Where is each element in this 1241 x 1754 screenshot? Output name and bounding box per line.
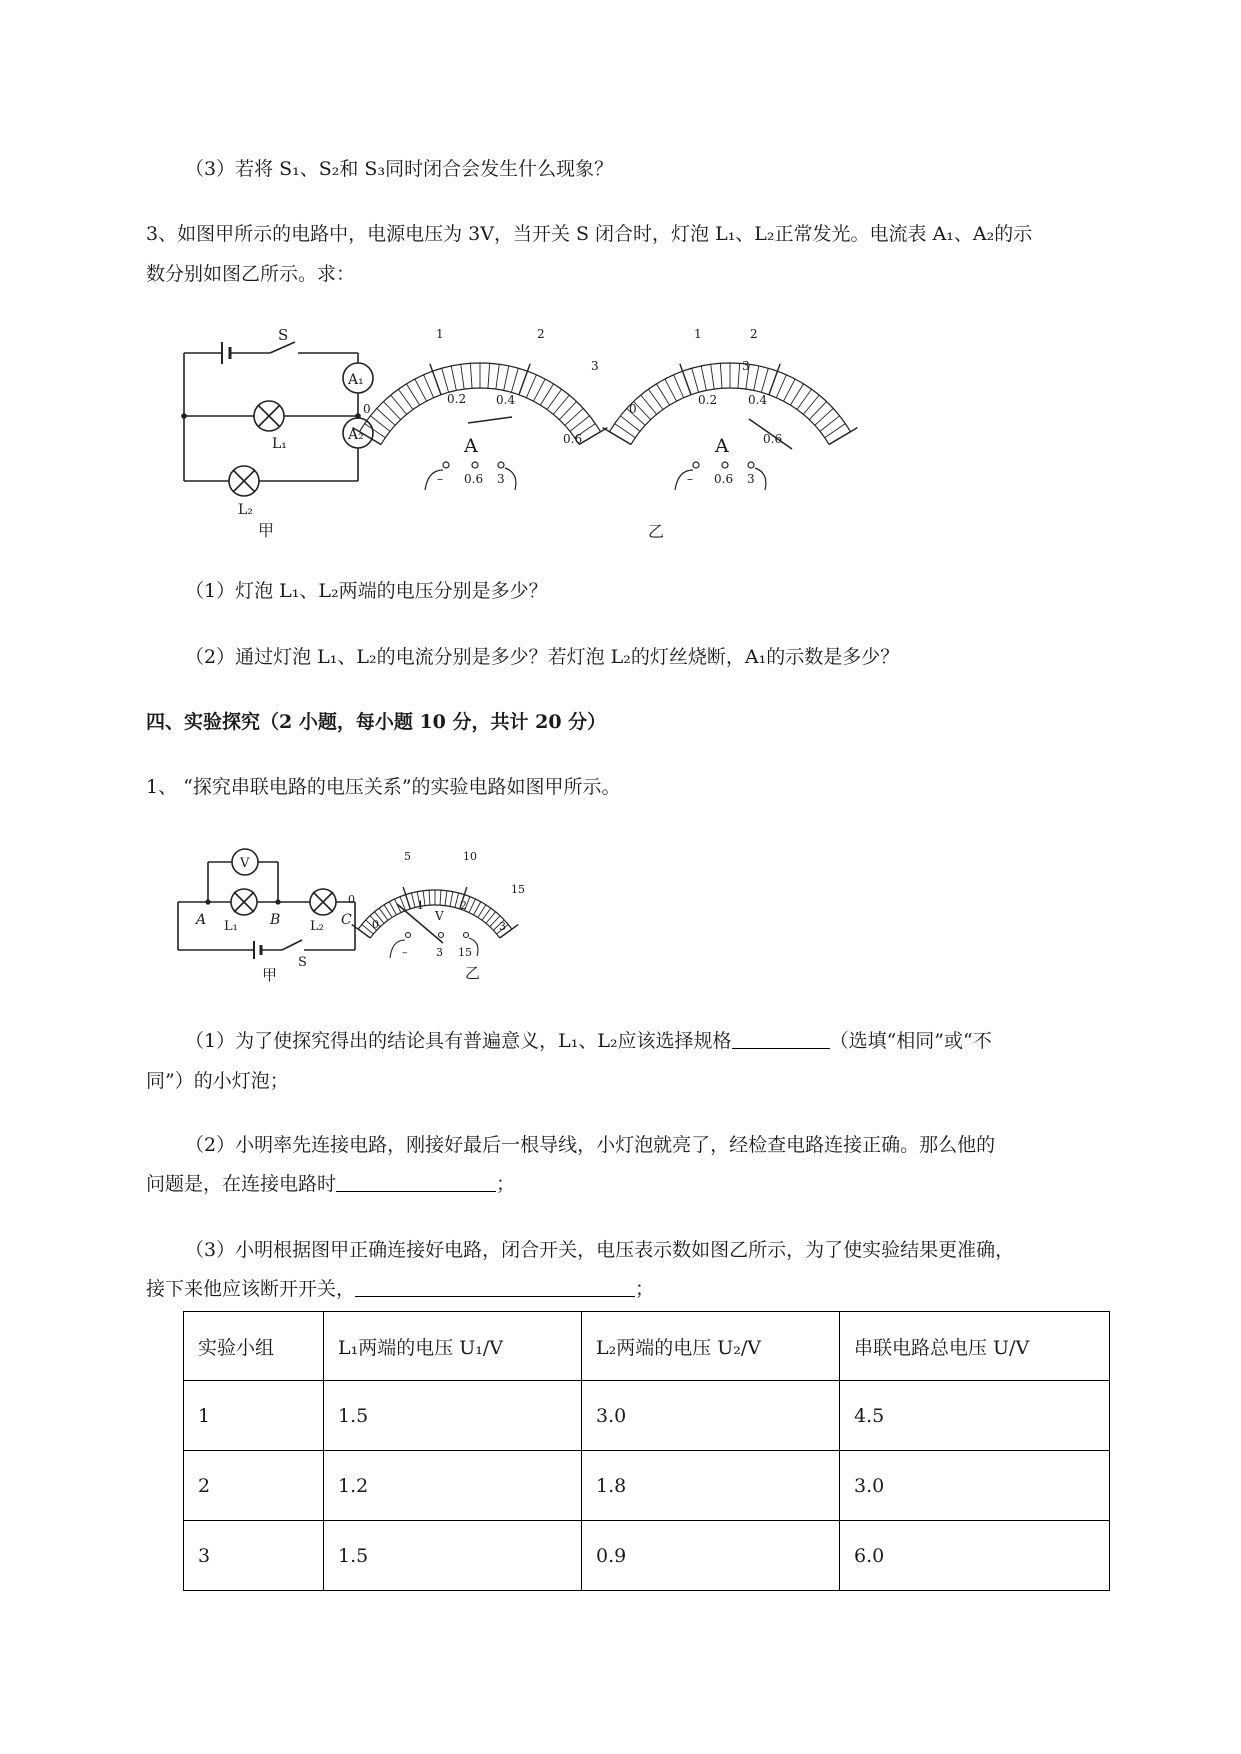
voltmeter-terminal-3: 3	[436, 946, 443, 959]
table-cell: 3.0	[582, 1381, 840, 1451]
bulb-l1-label: L₁	[272, 436, 287, 452]
exp1-q3-text-b: ；	[635, 1278, 655, 1300]
voltmeter	[348, 850, 525, 959]
table-header-cell: L₁两端的电压 U₁/V	[324, 1312, 582, 1381]
data-table	[183, 1311, 1110, 1591]
ammeter-right-minor-0: 0.2	[698, 393, 718, 407]
ammeter-right-terminal-3: 3	[747, 472, 755, 486]
table-cell: 3.0	[840, 1451, 1110, 1521]
figure-caption-jia: 甲	[258, 521, 275, 540]
table-header-cell: L₂两端的电压 U₂/V	[582, 1312, 840, 1381]
ammeter-right-tick-2: 2	[750, 327, 758, 341]
ammeter-right-minor-2: 0.6	[763, 432, 783, 446]
table-header-cell: 实验小组	[184, 1312, 324, 1381]
ammeter-right-tick-0: 0	[629, 402, 637, 416]
ammeter-right-scale	[603, 363, 858, 444]
table-row	[184, 1381, 1110, 1451]
ammeter-left-minor-2: 0.6	[563, 432, 583, 446]
ammeter-right-minor-1: 0.4	[748, 393, 768, 407]
ammeter-left-minor-0: 0.2	[447, 392, 467, 406]
exp1-q1-text-a: （1）为了使探究得出的结论具有普遍意义，L₁、L₂应该选择规格	[185, 1030, 732, 1052]
table-row	[184, 1521, 1110, 1591]
ammeter-right-tick-3: 3	[742, 359, 750, 373]
voltmeter-upper-tick-5: 5	[404, 850, 411, 863]
voltmeter-symbol-label: V	[240, 856, 250, 871]
figure-series-circuit-voltmeter	[170, 840, 590, 990]
exp1-q1-line1	[185, 1029, 992, 1053]
exp1-q3-text-a: 接下来他应该断开开关，	[146, 1278, 356, 1300]
exp1-q2-text-b: ；	[496, 1173, 516, 1195]
ammeter-right-terminal-06: 0.6	[714, 472, 734, 486]
ammeter-left	[353, 327, 608, 490]
voltmeter-lower-tick-3: 3	[499, 920, 506, 933]
ammeter-left-terminal-neg: –	[437, 472, 443, 486]
table-cell: 0.9	[582, 1521, 840, 1591]
series-figure-caption-jia: 甲	[262, 966, 278, 984]
table-header-cell: 串联电路总电压 U/V	[840, 1312, 1110, 1381]
table-row	[184, 1451, 1110, 1521]
figure-circuit-ammeters	[170, 318, 910, 543]
voltmeter-unit: V	[435, 909, 444, 923]
ammeter-right-unit: A	[715, 435, 729, 457]
voltmeter-upper-tick-15: 15	[511, 883, 525, 896]
series-bulb-l2-label: L₂	[310, 919, 324, 934]
ammeter-a1-label: A₁	[348, 372, 364, 388]
exp1-q2-line1: （2）小明率先连接电路，刚接好最后一根导线，小灯泡就亮了，经检查电路连接正确。那么他的	[185, 1134, 996, 1156]
answer-blank-3[interactable]	[355, 1278, 635, 1297]
ammeter-left-tick-0: 0	[363, 402, 371, 416]
exp1-q3-line1: （3）小明根据图甲正确连接好电路，闭合开关，电压表示数如图乙所示，为了使实验结果更准确，	[185, 1239, 1015, 1261]
ammeter-left-minor-1: 0.4	[496, 393, 516, 407]
voltmeter-terminal-15: 15	[458, 946, 472, 959]
section4-title: 四、实验探究（2 小题，每小题 10 分，共计 20 分）	[146, 711, 607, 733]
parallel-circuit-diagram	[184, 342, 373, 496]
q3-intro-line2: 数分别如图乙所示。求：	[146, 263, 356, 285]
ammeter-right-terminal-neg: –	[687, 472, 693, 486]
ammeter-left-unit: A	[464, 435, 478, 457]
table-cell: 2	[184, 1451, 324, 1521]
point-c-label: C	[341, 912, 352, 928]
point-b-label: B	[270, 912, 281, 928]
point-a-label: A	[196, 912, 207, 928]
voltmeter-lower-tick-2: 2	[460, 899, 467, 912]
table-cell: 4.5	[840, 1381, 1110, 1451]
table-cell: 6.0	[840, 1521, 1110, 1591]
table-cell: 1	[184, 1381, 324, 1451]
q3-sub2-text: （2）通过灯泡 L₁、L₂的电流分别是多少？若灯泡 L₂的灯丝烧断，A₁的示数是多少？	[185, 646, 900, 668]
voltmeter-upper-tick-10: 10	[463, 850, 477, 863]
ammeter-left-tick-2: 2	[537, 327, 545, 341]
answer-blank-1[interactable]	[732, 1030, 830, 1049]
exp1-q1-text-b: （选填“相同”或“不	[829, 1030, 992, 1052]
ammeter-left-pointer	[468, 417, 512, 423]
table-header-row	[184, 1312, 1110, 1381]
table-cell: 1.2	[324, 1451, 582, 1521]
voltmeter-lower-tick-0: 0	[372, 918, 379, 931]
bulb-l2-label: L₂	[238, 502, 253, 518]
voltmeter-figure-caption-yi: 乙	[465, 964, 481, 982]
answer-blank-2[interactable]	[336, 1173, 496, 1192]
table-cell: 1.5	[324, 1381, 582, 1451]
series-switch-label: S	[298, 955, 307, 970]
series-bulb-l1-label: L₁	[224, 919, 238, 934]
exp1-q1-line2: 同”）的小灯泡；	[146, 1070, 289, 1092]
ammeter-right	[603, 327, 858, 490]
switch-label: S	[278, 326, 289, 344]
ammeter-left-terminal-3: 3	[497, 472, 505, 486]
ammeter-left-tick-3: 3	[591, 359, 599, 373]
figure-caption-yi: 乙	[648, 522, 665, 541]
voltmeter-upper-tick-0: 0	[348, 893, 355, 906]
exp1-intro: 1、 “探究串联电路的电压关系”的实验电路如图甲所示。	[146, 776, 621, 798]
q3-part3-text: （3）若将 S₁、S₂和 S₃同时闭合会发生什么现象？	[185, 158, 614, 180]
q3-intro-line1: 3、如图甲所示的电路中，电源电压为 3V，当开关 S 闭合时，灯泡 L₁、L₂正常发光。电流表 A₁、A₂的示	[146, 223, 1033, 245]
voltmeter-terminal-neg: –	[402, 946, 408, 959]
exp1-q3-line2	[146, 1277, 654, 1301]
voltmeter-lower-tick-1: 1	[417, 899, 424, 912]
ammeter-left-terminal-06: 0.6	[464, 472, 484, 486]
exp1-q2-text-a: 问题是，在连接电路时	[146, 1173, 337, 1195]
exp1-q2-line2	[146, 1172, 515, 1196]
ammeter-a2-label: A₂	[348, 427, 364, 443]
table-cell: 1.5	[324, 1521, 582, 1591]
q3-sub1-text: （1）灯泡 L₁、L₂两端的电压分别是多少？	[185, 580, 548, 602]
ammeter-right-tick-1: 1	[694, 327, 702, 341]
table-cell: 3	[184, 1521, 324, 1591]
table-cell: 1.8	[582, 1451, 840, 1521]
series-circuit-diagram	[178, 849, 355, 959]
ammeter-left-tick-1: 1	[436, 327, 444, 341]
